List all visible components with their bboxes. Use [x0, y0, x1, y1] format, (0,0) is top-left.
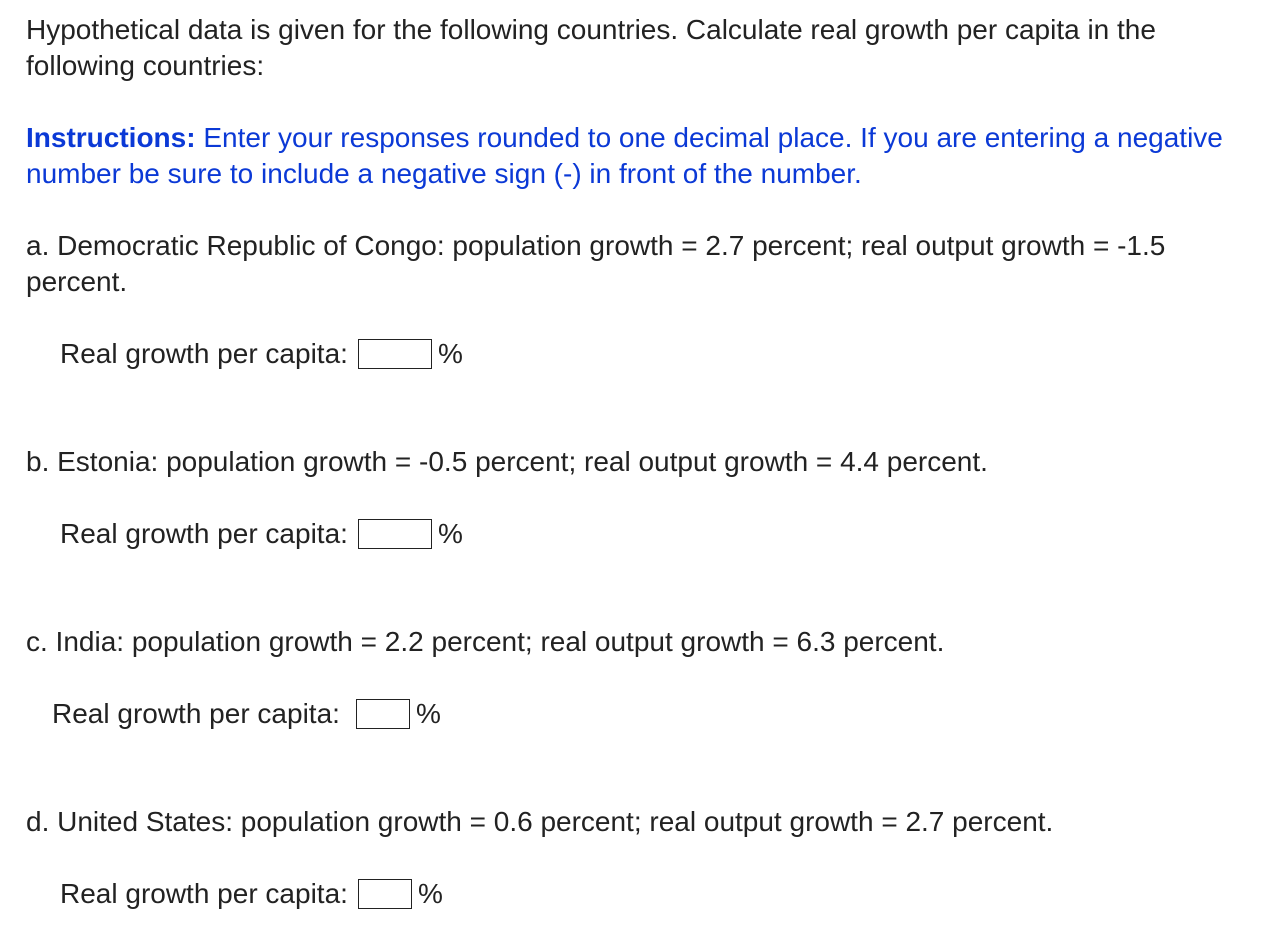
answer-label-b: Real growth per capita:	[60, 518, 348, 549]
unit-percent-c: %	[415, 698, 441, 729]
intro-text: Hypothetical data is given for the following countries. Calculate real growth per capita in the following countries:	[26, 14, 1156, 81]
answer-label-a: Real growth per capita:	[60, 338, 348, 369]
unit-percent-b: %	[437, 518, 463, 549]
unit-percent-d: %	[417, 878, 443, 909]
question-a-prompt: a. Democratic Republic of Congo: population growth = 2.7 percent; real output growth = -1.5 percent.	[26, 230, 1166, 297]
question-d-prompt: d. United States: population growth = 0.6 percent; real output growth = 2.7 percent.	[26, 806, 1054, 837]
answer-row-b	[60, 516, 463, 552]
instructions	[26, 120, 1266, 192]
instructions-text: Enter your responses rounded to one decimal place. If you are entering a negative number be sure to include a negative sign (-) in front of the number.	[26, 122, 1223, 189]
answer-input-c[interactable]	[356, 699, 410, 729]
answer-input-a[interactable]	[358, 339, 432, 369]
answer-label-c: Real growth per capita:	[52, 698, 340, 729]
answer-row-d	[60, 876, 443, 912]
unit-percent-a: %	[437, 338, 463, 369]
answer-label-d: Real growth per capita:	[60, 878, 348, 909]
answer-input-b[interactable]	[358, 519, 432, 549]
question-b-prompt: b. Estonia: population growth = -0.5 percent; real output growth = 4.4 percent.	[26, 446, 988, 477]
instructions-lead: Instructions:	[26, 122, 196, 153]
answer-input-d[interactable]	[358, 879, 412, 909]
answer-row-a	[60, 336, 463, 372]
answer-row-c	[52, 696, 441, 732]
question-c-prompt: c. India: population growth = 2.2 percent; real output growth = 6.3 percent.	[26, 626, 945, 657]
